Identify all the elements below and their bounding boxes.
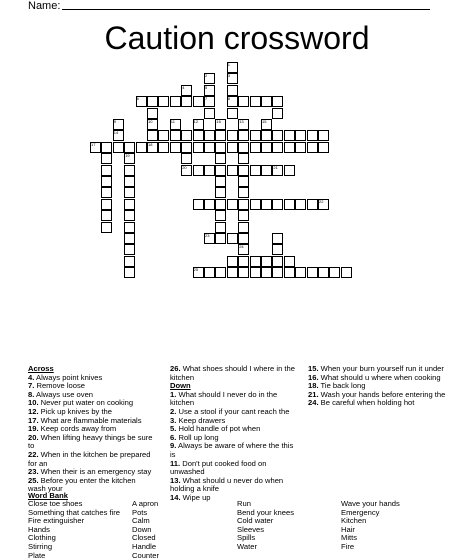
- clue-text: What should u where when cooking: [318, 372, 441, 382]
- grid-cell[interactable]: [272, 130, 283, 141]
- word-bank-column: [341, 500, 400, 552]
- grid-cell[interactable]: [284, 199, 295, 210]
- grid-cell[interactable]: [113, 142, 124, 153]
- clue-number: 2.: [170, 406, 177, 416]
- word-bank-item: Water: [237, 541, 257, 551]
- clue-number: 4.: [28, 372, 35, 382]
- grid-cell[interactable]: [124, 256, 135, 267]
- word-bank-column: [132, 500, 159, 560]
- clue-text: Be careful when holding hot: [318, 398, 415, 408]
- word-bank-item: Wave your hands: [341, 499, 400, 508]
- grid-cell[interactable]: [101, 210, 112, 221]
- grid-cell[interactable]: [238, 153, 249, 164]
- grid-cell[interactable]: [261, 199, 272, 210]
- grid-cell[interactable]: [329, 267, 340, 278]
- word-bank-item: Counter: [132, 550, 160, 560]
- grid-cell[interactable]: [215, 233, 226, 244]
- word-bank-item: Mitts: [341, 533, 358, 543]
- clue-number: 21.: [308, 389, 319, 399]
- grid-cell[interactable]: [181, 142, 192, 153]
- grid-cell[interactable]: [261, 142, 272, 153]
- clue-text: When your burn yourself run it under: [318, 364, 444, 373]
- word-bank-item: Handle: [132, 541, 157, 551]
- grid-cell[interactable]: [238, 256, 249, 267]
- across-heading: Across: [28, 364, 54, 373]
- grid-cell[interactable]: [250, 130, 261, 141]
- grid-cell[interactable]: [261, 267, 272, 278]
- grid-cell[interactable]: [193, 142, 204, 153]
- clue-text: Wipe up: [180, 492, 211, 502]
- word-bank-column: [28, 500, 120, 560]
- grid-cell[interactable]: [101, 187, 112, 198]
- clue-text: What should u never do when holding a knife: [170, 475, 284, 494]
- clue-number: 12.: [28, 406, 39, 416]
- word-bank-item: Hair: [341, 524, 355, 534]
- grid-cell[interactable]: [295, 199, 306, 210]
- grid-cell[interactable]: [215, 210, 226, 221]
- clue-text: Roll up long: [176, 432, 219, 442]
- grid-cell[interactable]: [215, 199, 226, 210]
- grid-cell[interactable]: [101, 165, 112, 176]
- clue-text: Before you enter the kitchen wash your: [28, 475, 136, 494]
- grid-clue-number: 8: [227, 96, 231, 102]
- grid-cell[interactable]: [215, 153, 226, 164]
- clue-number: 24.: [308, 398, 319, 408]
- name-line[interactable]: [62, 9, 430, 10]
- clue-number: 16.: [308, 372, 319, 382]
- clue-number: 17.: [28, 415, 39, 425]
- grid-cell[interactable]: [147, 96, 158, 107]
- clue-text: What are flammable materials: [38, 415, 142, 425]
- grid-cell[interactable]: [227, 199, 238, 210]
- grid-cell[interactable]: [272, 96, 283, 107]
- grid-cell[interactable]: [295, 142, 306, 153]
- clue-text: When their is an emergency stay: [38, 467, 152, 477]
- grid-cell[interactable]: [238, 142, 249, 153]
- grid-cell[interactable]: [307, 199, 318, 210]
- grid-cell[interactable]: [101, 176, 112, 187]
- grid-cell[interactable]: [238, 267, 249, 278]
- grid-clue-number: 23: [205, 233, 210, 238]
- clue-text: Remove loose: [34, 381, 85, 391]
- clue-26: [170, 365, 295, 382]
- clue-item: [28, 451, 153, 468]
- word-bank-item: Emergency: [341, 507, 380, 517]
- grid-clue-number: 4: [182, 84, 185, 90]
- grid-cell[interactable]: [101, 199, 112, 210]
- grid-clue-number: 17: [91, 141, 96, 147]
- clue-text: Don't put cooked food on unwashed: [170, 458, 267, 477]
- middle-clues: [170, 365, 295, 503]
- grid-clue-number: 21: [273, 164, 278, 170]
- word-bank-item: Hands: [28, 524, 50, 534]
- page-title: Caution crossword: [104, 20, 370, 56]
- word-bank-item: Closed: [132, 533, 156, 543]
- word-bank-item: Spills: [237, 533, 256, 543]
- grid-cell[interactable]: [193, 165, 204, 176]
- grid-cell[interactable]: [158, 130, 169, 141]
- grid-cell[interactable]: [261, 165, 272, 176]
- grid-cell[interactable]: [295, 130, 306, 141]
- grid-cell[interactable]: [238, 96, 249, 107]
- clue-item: [308, 399, 448, 408]
- grid-cell[interactable]: [101, 142, 112, 153]
- grid-cell[interactable]: [215, 176, 226, 187]
- grid-cell[interactable]: [124, 165, 135, 176]
- grid-cell[interactable]: [124, 267, 135, 278]
- clue-text: When in the kitchen be prepared for an: [28, 449, 151, 468]
- grid-cell[interactable]: [227, 85, 238, 96]
- clue-text: Pick up knives by the: [38, 406, 113, 416]
- grid-cell[interactable]: [124, 199, 135, 210]
- grid-cell[interactable]: [261, 130, 272, 141]
- clue-number: 19.: [28, 424, 39, 434]
- word-bank-item: Kitchen: [341, 516, 367, 526]
- grid-cell[interactable]: [261, 96, 272, 107]
- clue-number: 20.: [28, 432, 39, 442]
- grid-cell[interactable]: [227, 130, 238, 141]
- grid-cell[interactable]: [318, 130, 329, 141]
- word-bank-title: Word Bank: [28, 491, 68, 500]
- grid-cell[interactable]: [284, 165, 295, 176]
- grid-cell[interactable]: [272, 142, 283, 153]
- word-bank-item: Fire extinguisher: [28, 516, 85, 526]
- grid-cell[interactable]: [124, 176, 135, 187]
- clue-number: 1.: [170, 389, 177, 399]
- word-bank-item: Close toe shoes: [28, 499, 83, 508]
- grid-clue-number: 3: [227, 73, 231, 79]
- grid-cell[interactable]: [124, 210, 135, 221]
- grid-cell[interactable]: [170, 142, 181, 153]
- grid-clue-number: 15: [262, 119, 267, 124]
- grid-cell[interactable]: [215, 267, 226, 278]
- grid-cell[interactable]: [261, 256, 272, 267]
- grid-clue-number: 19: [125, 153, 130, 159]
- name-label: Name:: [28, 0, 61, 12]
- grid-cell[interactable]: [124, 187, 135, 198]
- grid-clue-number: 18: [148, 141, 153, 147]
- clue-number: 8.: [28, 389, 35, 399]
- grid-cell[interactable]: [238, 165, 249, 176]
- grid-cell[interactable]: [238, 210, 249, 221]
- word-bank-item: Fire: [341, 541, 355, 551]
- clue-item: [170, 391, 295, 408]
- grid-cell[interactable]: [158, 142, 169, 153]
- grid-cell[interactable]: [307, 142, 318, 153]
- grid-cell[interactable]: [238, 222, 249, 233]
- clue-item: [170, 460, 295, 477]
- grid-cell[interactable]: [124, 142, 135, 153]
- word-bank-item: Clothing: [28, 533, 56, 543]
- across-clues: [28, 365, 153, 494]
- grid-clue-number: 16: [216, 119, 221, 124]
- clue-text: Always use oven: [34, 389, 94, 399]
- grid-cell[interactable]: [124, 222, 135, 233]
- clue-number: 14.: [170, 492, 181, 502]
- grid-cell[interactable]: [215, 165, 226, 176]
- grid-cell[interactable]: [272, 267, 283, 278]
- grid-cell[interactable]: [284, 142, 295, 153]
- grid-cell[interactable]: [147, 108, 158, 119]
- word-bank-item: Run: [237, 499, 251, 508]
- grid-cell[interactable]: [227, 233, 238, 244]
- right-clues: [308, 365, 448, 408]
- grid-clue-number: 12: [193, 119, 199, 124]
- clue-text: Wash your hands before entering the: [318, 389, 446, 399]
- grid-cell[interactable]: [295, 267, 306, 278]
- clue-text: Keep drawers: [176, 415, 226, 425]
- grid-cell[interactable]: [204, 108, 215, 119]
- clue-text: Hold handle of pot when: [176, 424, 261, 434]
- grid-cell[interactable]: [341, 267, 352, 278]
- grid-cell[interactable]: [284, 130, 295, 141]
- clue-item: [170, 477, 295, 494]
- grid-cell[interactable]: [227, 267, 238, 278]
- grid-cell[interactable]: [215, 142, 226, 153]
- grid-cell[interactable]: [193, 130, 204, 141]
- clue-number: 10.: [28, 398, 39, 408]
- grid-cell[interactable]: [215, 187, 226, 198]
- grid-cell[interactable]: [238, 199, 249, 210]
- grid-cell[interactable]: [124, 233, 135, 244]
- clue-text: Never put water on cooking: [38, 398, 134, 408]
- clue-text: When lifting heavy things be sure to: [28, 432, 153, 451]
- grid-clue-number: 11: [170, 119, 175, 124]
- word-bank-item: A apron: [132, 499, 159, 508]
- word-bank-item: Sleeves: [237, 524, 265, 534]
- clue-number: 26.: [170, 364, 181, 373]
- grid-clue-number: 10: [148, 119, 153, 124]
- grid-clue-number: 5: [205, 84, 208, 90]
- grid-clue-number: 14: [113, 130, 119, 136]
- clue-text: Tie back long: [318, 381, 366, 391]
- clue-text: What should I never do in the kitchen: [170, 389, 278, 408]
- grid-cell[interactable]: [204, 267, 215, 278]
- word-bank-item: Cold water: [237, 516, 274, 526]
- grid-cell[interactable]: [136, 142, 147, 153]
- grid-cell[interactable]: [272, 256, 283, 267]
- grid-cell[interactable]: [238, 187, 249, 198]
- clue-number: 18.: [308, 381, 319, 391]
- clue-number: 25.: [28, 475, 39, 485]
- grid-cell[interactable]: [193, 96, 204, 107]
- grid-cell[interactable]: [318, 267, 329, 278]
- word-bank-item: Down: [132, 524, 152, 534]
- grid-clue-number: 9: [113, 119, 117, 124]
- grid-cell[interactable]: [307, 267, 318, 278]
- word-bank-item: Bend your knees: [237, 507, 294, 517]
- clue-number: 7.: [28, 381, 35, 391]
- clue-number: 9.: [170, 441, 177, 451]
- grid-cell[interactable]: [181, 96, 192, 107]
- word-bank-item: Calm: [132, 516, 150, 526]
- grid-cell[interactable]: [272, 199, 283, 210]
- clue-item: [28, 434, 153, 451]
- grid-cell[interactable]: [204, 199, 215, 210]
- grid-cell[interactable]: [158, 96, 169, 107]
- grid-clue-number: 2: [205, 73, 208, 79]
- clue-item: [170, 442, 295, 459]
- grid-cell[interactable]: [227, 108, 238, 119]
- grid-cell[interactable]: [238, 130, 249, 141]
- clue-number: 6.: [170, 432, 177, 442]
- grid-cell[interactable]: [101, 153, 112, 164]
- grid-cell[interactable]: [227, 142, 238, 153]
- word-bank-item: Plate: [28, 550, 46, 560]
- grid-cell[interactable]: [170, 96, 181, 107]
- word-bank-column: [237, 500, 294, 552]
- grid-cell[interactable]: [272, 108, 283, 119]
- grid-clue-number: 22: [319, 198, 324, 204]
- grid-cell[interactable]: [215, 222, 226, 233]
- grid-cell[interactable]: [101, 222, 112, 233]
- clue-number: 22.: [28, 449, 39, 459]
- grid-cell[interactable]: [250, 256, 261, 267]
- clue-text: Keep cords away from: [38, 424, 117, 434]
- grid-clue-number: 6: [136, 96, 139, 102]
- grid-cell[interactable]: [238, 233, 249, 244]
- word-bank-item: Something that catches fire: [28, 507, 121, 517]
- grid-cell[interactable]: [204, 165, 215, 176]
- clue-text: Always be aware of where the this is: [170, 441, 294, 459]
- grid-clue-number: 1: [227, 62, 231, 67]
- grid-cell[interactable]: [193, 199, 204, 210]
- word-bank-item: Pots: [132, 507, 148, 517]
- clue-number: 23.: [28, 467, 39, 477]
- clue-text: Always point knives: [34, 372, 103, 382]
- clue-number: 15.: [308, 364, 319, 373]
- grid-cell[interactable]: [307, 130, 318, 141]
- grid-cell[interactable]: [284, 267, 295, 278]
- grid-cell[interactable]: [238, 176, 249, 187]
- grid-clue-number: 13: [239, 119, 244, 124]
- grid-cell[interactable]: [170, 130, 181, 141]
- grid-cell[interactable]: [272, 233, 283, 244]
- down-heading: Down: [170, 381, 191, 391]
- grid-cell[interactable]: [181, 130, 192, 141]
- grid-cell[interactable]: [284, 256, 295, 267]
- grid-cell[interactable]: [204, 130, 215, 141]
- grid-cell[interactable]: [250, 142, 261, 153]
- grid-cell[interactable]: [147, 130, 158, 141]
- grid-cell[interactable]: [272, 244, 283, 255]
- clue-number: 5.: [170, 424, 177, 434]
- word-bank-item: Stirring: [28, 541, 53, 551]
- grid-cell[interactable]: [181, 153, 192, 164]
- grid-clue-number: 25: [193, 267, 199, 273]
- grid-cell[interactable]: [250, 199, 261, 210]
- clue-number: 13.: [170, 475, 181, 485]
- grid-cell[interactable]: [318, 142, 329, 153]
- grid-cell[interactable]: [227, 256, 238, 267]
- clue-number: 3.: [170, 415, 177, 425]
- grid-cell[interactable]: [215, 130, 226, 141]
- grid-cell[interactable]: [250, 267, 261, 278]
- grid-clue-number: 24: [239, 244, 244, 250]
- grid-clue-number: 7: [205, 96, 208, 102]
- grid-cell[interactable]: [250, 165, 261, 176]
- grid-cell[interactable]: [204, 142, 215, 153]
- grid-clue-number: 20: [182, 164, 187, 170]
- clue-number: 11.: [170, 458, 181, 468]
- clue-text: Use a stool if your cant reach the: [176, 406, 290, 416]
- grid-cell[interactable]: [250, 96, 261, 107]
- grid-cell[interactable]: [124, 244, 135, 255]
- clue-text: What shoes should I where in the kitchen: [170, 364, 295, 382]
- grid-cell[interactable]: [227, 165, 238, 176]
